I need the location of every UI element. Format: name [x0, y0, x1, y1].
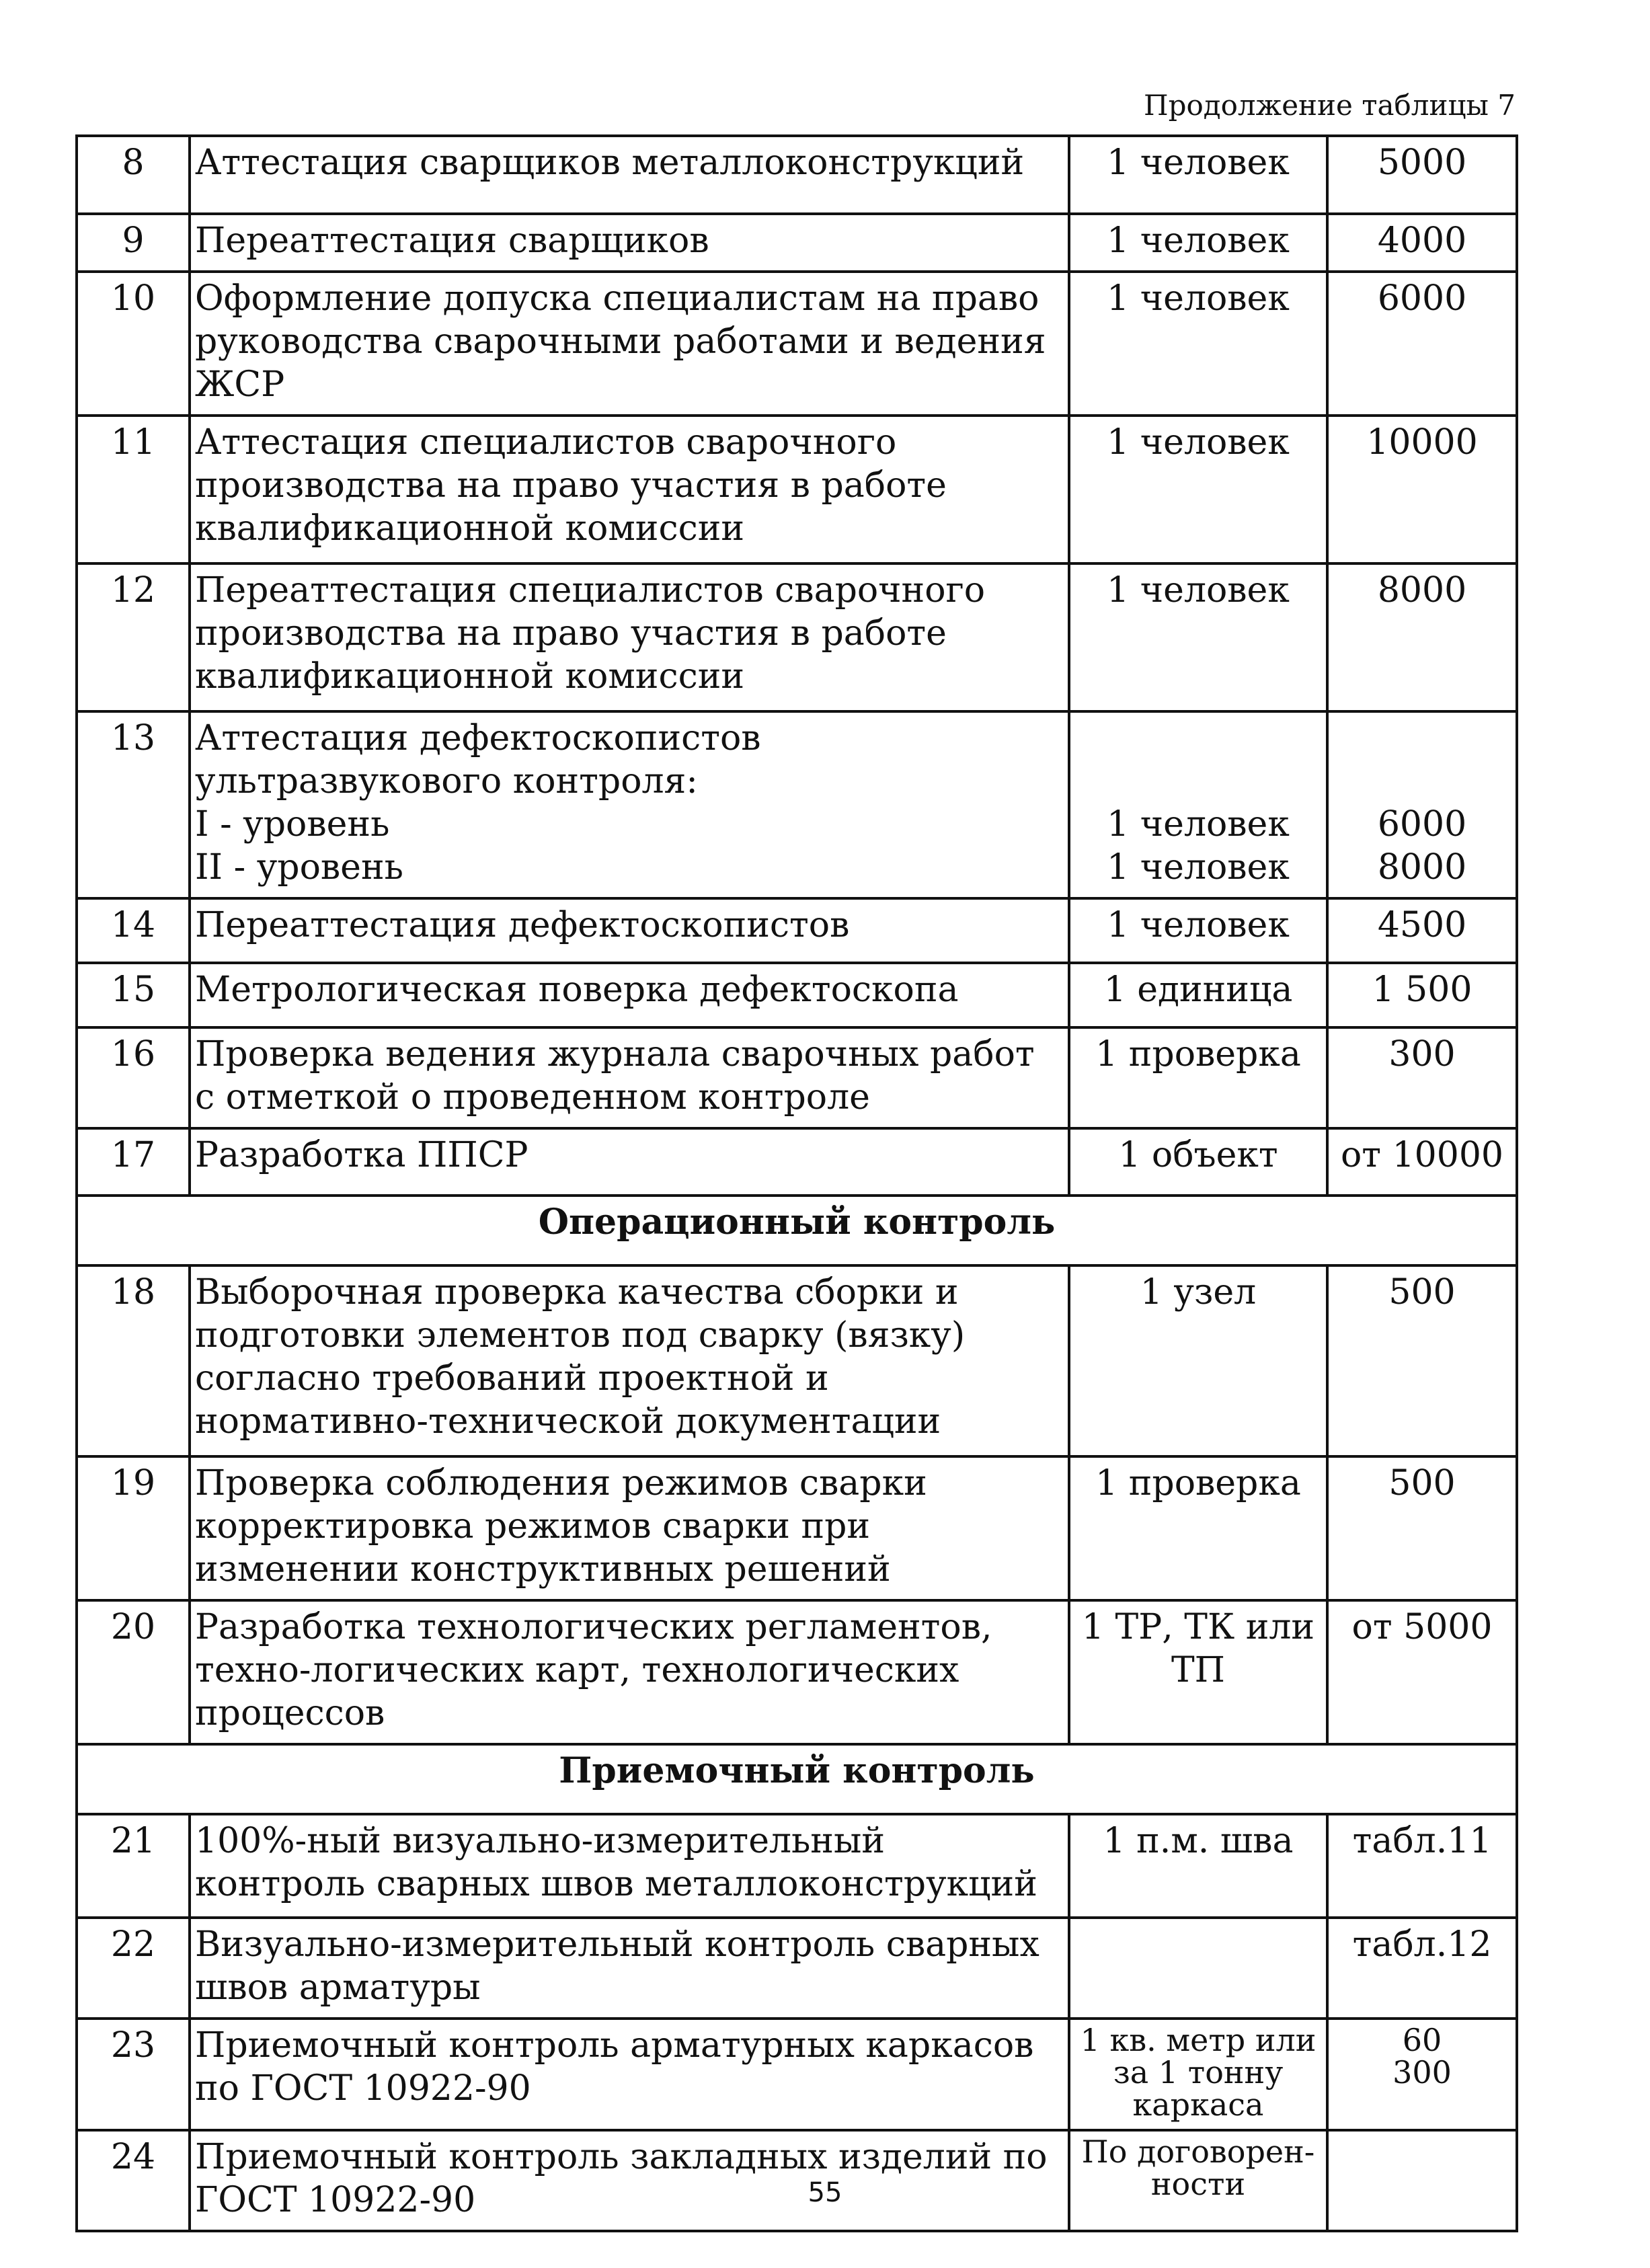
- service-name: Выборочная проверка качества сборки и подготовки элементов под сварку (вязку) согласно требований проектной и нормативно-технической документации: [190, 1265, 1069, 1456]
- service-price: табл.12: [1327, 1918, 1517, 2019]
- table-row: [77, 711, 1517, 898]
- service-unit: 1 узел: [1069, 1265, 1327, 1456]
- service-price: 6000: [1327, 272, 1517, 416]
- service-price: [1327, 2019, 1517, 2130]
- section-header-row: [77, 1196, 1517, 1265]
- service-name: Метрологическая поверка дефектоскопа: [190, 963, 1069, 1027]
- section-title-acceptance: Приемочный контроль: [77, 1744, 1517, 1814]
- row-number: 21: [77, 1814, 190, 1918]
- row-number: 8: [77, 136, 190, 214]
- service-unit: 1 единица: [1069, 963, 1327, 1027]
- row-number: 13: [77, 711, 190, 898]
- row-number: 23: [77, 2019, 190, 2130]
- price-per-sq-meter: 60: [1402, 2022, 1442, 2058]
- table-row: [77, 1456, 1517, 1600]
- service-unit: 1 проверка: [1069, 1027, 1327, 1128]
- table-row: [77, 1027, 1517, 1128]
- price-per-ton: 300: [1392, 2054, 1452, 2090]
- section-header-row: [77, 1744, 1517, 1814]
- level-1-unit: 1 человек: [1107, 804, 1290, 845]
- service-name: Оформление допуска специалистам на право руководства сварочными работами и ведения ЖСР: [190, 272, 1069, 416]
- row-number: 11: [77, 416, 190, 563]
- level-1-price: 6000: [1377, 804, 1467, 845]
- row-number: 9: [77, 214, 190, 272]
- service-unit: [1069, 711, 1327, 898]
- table-row: [77, 898, 1517, 963]
- service-unit: 1 проверка: [1069, 1456, 1327, 1600]
- table-row: [77, 416, 1517, 563]
- service-price: от 5000: [1327, 1600, 1517, 1744]
- service-price: 5000: [1327, 136, 1517, 214]
- service-name: Проверка соблюдения режимов сварки корректировка режимов сварки при изменении конструктивных решений: [190, 1456, 1069, 1600]
- service-unit: 1 человек: [1069, 214, 1327, 272]
- service-price: [1327, 711, 1517, 898]
- service-name: Аттестация сварщиков металлоконструкций: [190, 136, 1069, 214]
- page-number: 55: [808, 2177, 842, 2208]
- service-unit: 1 кв. метр или за 1 тонну каркаса: [1069, 2019, 1327, 2130]
- row-number: 18: [77, 1265, 190, 1456]
- table-row: [77, 1918, 1517, 2019]
- service-unit: 1 объект: [1069, 1128, 1327, 1196]
- table-row: [77, 1128, 1517, 1196]
- section-title-operational: Операционный контроль: [77, 1196, 1517, 1265]
- service-price: 1 500: [1327, 963, 1517, 1027]
- row-number: 17: [77, 1128, 190, 1196]
- service-name: 100%-ный визуально-измерительный контроль сварных швов металлоконструкций: [190, 1814, 1069, 1918]
- table-row: [77, 963, 1517, 1027]
- service-unit: [1069, 1918, 1327, 2019]
- row-number: 10: [77, 272, 190, 416]
- table-caption: Продолжение таблицы 7: [1143, 89, 1516, 122]
- table-row: [77, 272, 1517, 416]
- service-name: Разработка ППСР: [190, 1128, 1069, 1196]
- level-2-price: 8000: [1377, 847, 1467, 888]
- service-unit: По договорен-ности: [1069, 2130, 1327, 2231]
- service-unit: 1 человек: [1069, 416, 1327, 563]
- service-price: от 10000: [1327, 1128, 1517, 1196]
- table-row: [77, 136, 1517, 214]
- service-unit: 1 человек: [1069, 563, 1327, 711]
- row-number: 20: [77, 1600, 190, 1744]
- table-row: [77, 1265, 1517, 1456]
- table-row: [77, 2019, 1517, 2130]
- service-unit: 1 ТР, ТК или ТП: [1069, 1600, 1327, 1744]
- service-unit: 1 человек: [1069, 136, 1327, 214]
- table-row: [77, 1600, 1517, 1744]
- service-price: 8000: [1327, 563, 1517, 711]
- service-name: [190, 711, 1069, 898]
- service-name: Визуально-измерительный контроль сварных швов арматуры: [190, 1918, 1069, 2019]
- level-2-unit: 1 человек: [1107, 847, 1290, 888]
- service-price: 4000: [1327, 214, 1517, 272]
- service-name: Переаттестация дефектоскопистов: [190, 898, 1069, 963]
- service-name: Переаттестация сварщиков: [190, 214, 1069, 272]
- table-row: [77, 563, 1517, 711]
- row-number: 19: [77, 1456, 190, 1600]
- row-number: 12: [77, 563, 190, 711]
- row-number: 14: [77, 898, 190, 963]
- service-price: 500: [1327, 1265, 1517, 1456]
- service-unit: 1 п.м. шва: [1069, 1814, 1327, 1918]
- service-price: табл.11: [1327, 1814, 1517, 1918]
- service-name: Приемочный контроль закладных изделий по ГОСТ 10922-90: [190, 2130, 1069, 2231]
- table-row: [77, 214, 1517, 272]
- row-number: 22: [77, 1918, 190, 2019]
- price-table: [75, 134, 1518, 2232]
- table-row: [77, 1814, 1517, 1918]
- service-unit: 1 человек: [1069, 272, 1327, 416]
- service-name: Разработка технологических регламентов, техно-логических карт, технологических процессов: [190, 1600, 1069, 1744]
- service-price: 500: [1327, 1456, 1517, 1600]
- row-number: 16: [77, 1027, 190, 1128]
- level-1-label: I - уровень: [195, 804, 390, 845]
- level-2-label: II - уровень: [195, 847, 403, 888]
- service-name-text: Аттестация дефектоскопистов ультразвукового контроля:: [195, 718, 761, 801]
- service-name: Приемочный контроль арматурных каркасов по ГОСТ 10922-90: [190, 2019, 1069, 2130]
- service-name: Проверка ведения журнала сварочных работ с отметкой о проведенном контроле: [190, 1027, 1069, 1128]
- service-price: 300: [1327, 1027, 1517, 1128]
- service-price: 10000: [1327, 416, 1517, 563]
- service-name: Переаттестация специалистов сварочного производства на право участия в работе квалификационной комиссии: [190, 563, 1069, 711]
- service-unit: 1 человек: [1069, 898, 1327, 963]
- service-name: Аттестация специалистов сварочного производства на право участия в работе квалификационной комиссии: [190, 416, 1069, 563]
- service-price: 4500: [1327, 898, 1517, 963]
- row-number: 15: [77, 963, 190, 1027]
- row-number: 24: [77, 2130, 190, 2231]
